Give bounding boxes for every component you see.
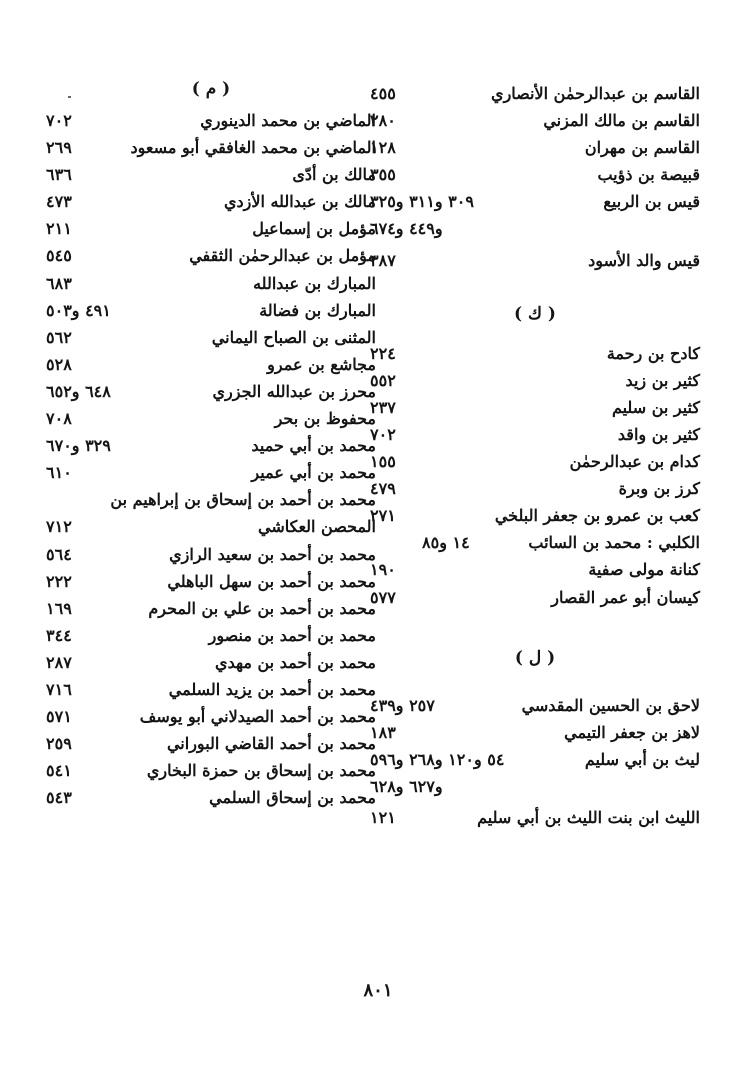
- entry-name: كنانة مولى صفية: [588, 560, 700, 580]
- index-entry: [46, 757, 376, 784]
- entry-pages: ٥٥٢: [370, 370, 396, 390]
- entry-pages: ٥٤٥: [46, 246, 72, 266]
- entry-name: محمد بن أحمد الصيدلاني أبو يوسف: [139, 707, 376, 727]
- entry-pages: ٢٧١: [370, 506, 396, 526]
- entry-pages: ٣٠٩ و٣١١ و٣٢٥: [370, 192, 474, 212]
- entry-pages: ٥٦٢: [46, 327, 72, 347]
- entry-name: محرز بن عبدالله الجزري: [212, 381, 376, 401]
- entry-name: مالك بن عبدالله الأزدي: [223, 192, 376, 212]
- entry-name: مؤمل بن عبدالرحمٰن الثقفي: [189, 246, 376, 266]
- index-entry: [370, 804, 700, 831]
- index-entry: [46, 242, 376, 269]
- entry-pages: ٢٢٤: [370, 343, 396, 363]
- section-heading-lam: ( ل ): [514, 647, 556, 668]
- index-entry: [46, 459, 376, 486]
- entry-name: المبارك بن فضالة: [259, 300, 376, 320]
- index-entry: [46, 541, 376, 568]
- entry-name: الكلبي : محمد بن السائب: [528, 533, 700, 553]
- entry-name: محمد بن أحمد القاضي البوراني: [166, 734, 376, 754]
- entry-pages: ٣٤٤: [46, 625, 72, 645]
- entry-name: الليث ابن بنت الليث بن أبي سليم: [477, 808, 700, 828]
- entry-name: محمد بن أحمد بن سعيد الرازي: [169, 544, 376, 564]
- entry-name: لاهز بن جعفر التيمي: [564, 722, 700, 742]
- index-entry: [46, 595, 376, 622]
- entry-pages: ٢٣٧: [370, 397, 396, 417]
- index-entry: [46, 215, 376, 242]
- index-entry: [370, 394, 700, 421]
- entry-pages: ٢٨٧: [46, 652, 72, 672]
- index-entry: [370, 161, 700, 188]
- entry-name: القاسم بن عبدالرحمٰن الأنصاري: [491, 84, 700, 103]
- index-entry: [370, 421, 700, 448]
- entry-pages: ٣٨٧: [370, 250, 396, 270]
- entry-name: محمد بن أحمد بن علي بن المحرم: [148, 598, 376, 618]
- index-entry: [46, 730, 376, 757]
- entry-name: كرز بن وبرة: [618, 479, 700, 499]
- entry-name: كثير بن واقد: [617, 424, 700, 444]
- entry-name: مجاشع بن عمرو: [267, 354, 376, 374]
- index-entry: [370, 134, 700, 161]
- index-entry: [46, 107, 376, 134]
- entry-pages: ١٩٠: [370, 560, 396, 580]
- entry-pages: ٧٠٢: [370, 424, 396, 444]
- entry-pages: ٦٨٣: [46, 273, 72, 293]
- entry-pages: ٧١٦: [46, 679, 72, 699]
- index-entry: [46, 188, 376, 215]
- entry-name: محمد بن أحمد بن مهدي: [215, 652, 376, 672]
- index-entry: [46, 649, 376, 676]
- entry-pages: ٦١٠: [46, 463, 72, 483]
- entry-pages: ٢٥٩: [46, 734, 72, 754]
- left-column: [46, 80, 376, 811]
- entry-pages: ١٦٩: [46, 598, 72, 618]
- entry-name: الماضي بن محمد الغافقي أبو مسعود: [130, 138, 376, 158]
- entry-pages: ٣٥٥: [370, 165, 396, 185]
- entry-pages: ١٨٣: [370, 722, 396, 742]
- entry-name: قبيصة بن ذؤيب: [597, 165, 700, 185]
- spacer: [370, 678, 700, 692]
- entry-pages: ١٤ و٨٥: [422, 533, 470, 553]
- section-heading-mim: ( م ): [191, 79, 231, 99]
- entry-name: محفوظ بن بحر: [274, 409, 376, 429]
- entry-pages: ٥٢٨: [46, 354, 72, 374]
- entry-pages: ٥٧١: [46, 707, 72, 727]
- right-column: [370, 80, 700, 831]
- index-entry-continuation: [46, 513, 376, 540]
- index-entry: [46, 161, 376, 188]
- entry-name: كيسان أبو عمر القصار: [551, 587, 700, 607]
- entry-pages: و٤٤٩ و٦٧٤: [370, 219, 443, 239]
- entry-pages: ٤٧٣: [46, 192, 72, 212]
- entry-pages: ٣٢٩ و٦٧٠: [46, 436, 111, 456]
- entry-name: المثنى بن الصباح اليماني: [211, 327, 376, 347]
- index-entry: [46, 486, 376, 513]
- entry-pages: ٧١٢: [46, 517, 72, 537]
- index-entry: [370, 448, 700, 475]
- page-number: ٨٠١: [363, 980, 393, 1001]
- index-entry: [46, 351, 376, 378]
- entry-name: كثير بن سليم: [611, 397, 700, 417]
- entry-name: محمد بن أبي عمير: [251, 463, 376, 483]
- entry-name: مؤمل بن إسماعيل: [252, 219, 376, 239]
- entry-pages: ١٢١: [370, 808, 396, 828]
- index-entry: [46, 622, 376, 649]
- index-entry: [46, 784, 376, 811]
- index-entry: [46, 378, 376, 405]
- entry-name: محمد بن أحمد بن يزيد السلمي: [168, 679, 376, 699]
- entry-pages: ٢٢٢: [46, 571, 72, 591]
- index-entry: [370, 719, 700, 746]
- entry-name: محمد بن أحمد بن سهل الباهلي: [167, 571, 376, 591]
- index-entry: [370, 502, 700, 529]
- entry-pages: ٧٠٢: [46, 111, 72, 130]
- index-entry: [46, 270, 376, 297]
- index-entry: [370, 247, 700, 274]
- entry-name: كادح بن رحمة: [606, 343, 700, 363]
- index-entry-continuation: [370, 773, 700, 800]
- entry-name: كدام بن عبدالرحمٰن: [569, 452, 700, 472]
- entry-pages: ٦٤٨ و٦٥٢: [46, 381, 111, 401]
- entry-name: القاسم بن مهران: [584, 138, 700, 158]
- index-entry: [370, 529, 700, 556]
- entry-pages: ٢١١: [46, 219, 72, 239]
- index-entry: [370, 188, 700, 215]
- entry-name: المحصن العكاشي: [257, 517, 376, 537]
- index-entry: [370, 746, 700, 773]
- entry-pages: ٢٦٩: [46, 138, 72, 158]
- entry-pages: و٦٢٧ و٦٢٨: [370, 776, 443, 796]
- entry-name: القاسم بن مالك المزني: [543, 111, 700, 131]
- entry-name: محمد بن أحمد بن إسحاق بن إبراهيم بن: [110, 490, 376, 510]
- entry-pages: ٥٧٧: [370, 587, 396, 607]
- entry-name: لاحق بن الحسين المقدسي: [521, 695, 700, 715]
- index-entry: [370, 340, 700, 367]
- index-entry: [46, 703, 376, 730]
- spacer: [370, 611, 700, 638]
- entry-name: كعب بن عمرو بن جعفر البلخي: [494, 506, 700, 526]
- index-entry: [46, 568, 376, 595]
- section-heading-kaf: ( ك ): [514, 303, 556, 324]
- index-entry: [370, 80, 700, 107]
- entry-pages: ٥٦٤: [46, 544, 72, 564]
- entry-pages: ١٢٨: [370, 138, 396, 158]
- entry-pages: ٢٨٠: [370, 111, 396, 131]
- entry-pages: ٤٧٩: [370, 479, 396, 499]
- index-entry: [46, 676, 376, 703]
- entry-pages: ٧٠٨: [46, 409, 72, 429]
- index-entry: [370, 584, 700, 611]
- entry-pages: ٤٥٥: [370, 84, 396, 103]
- entry-name: الماضي بن محمد الدينوري: [200, 111, 376, 130]
- entry-name: محمد بن أبي حميد: [251, 436, 376, 456]
- entry-name: قيس بن الربيع: [603, 192, 700, 212]
- entry-name: محمد بن إسحاق بن حمزة البخاري: [146, 761, 376, 781]
- entry-name: محمد بن إسحاق السلمي: [209, 788, 376, 808]
- index-entry: [370, 692, 700, 719]
- index-entry: [46, 405, 376, 432]
- index-entry: [46, 134, 376, 161]
- entry-name: ليث بن أبي سليم: [584, 749, 700, 769]
- entry-name: المبارك بن عبدالله: [253, 273, 376, 293]
- entry-name: كثير بن زيد: [625, 370, 700, 390]
- index-entry-continuation: [370, 215, 700, 242]
- index-entry: [370, 367, 700, 394]
- entry-pages: ٦٣٦: [46, 165, 72, 185]
- entry-pages: ٥٤ و١٢٠ و٢٦٨ و٥٩٦: [370, 749, 505, 769]
- index-entry: [46, 297, 376, 324]
- index-entry: [46, 324, 376, 351]
- index-entry: [46, 432, 376, 459]
- entry-name: مالك بن أدّى: [292, 165, 376, 185]
- entry-pages: ٢٥٧ و٤٣٩: [370, 695, 435, 715]
- entry-pages: ٥٤٣: [46, 788, 72, 808]
- entry-pages: ١٥٥: [370, 452, 396, 472]
- entry-pages: ٤٩١ و٥٠٣: [46, 300, 111, 320]
- index-entry: [370, 107, 700, 134]
- entry-name: محمد بن أحمد بن منصور: [208, 625, 376, 645]
- entry-name: قيس والد الأسود: [588, 250, 700, 270]
- entry-pages: ٥٤١: [46, 761, 72, 781]
- index-entry: [370, 556, 700, 583]
- index-entry: [370, 475, 700, 502]
